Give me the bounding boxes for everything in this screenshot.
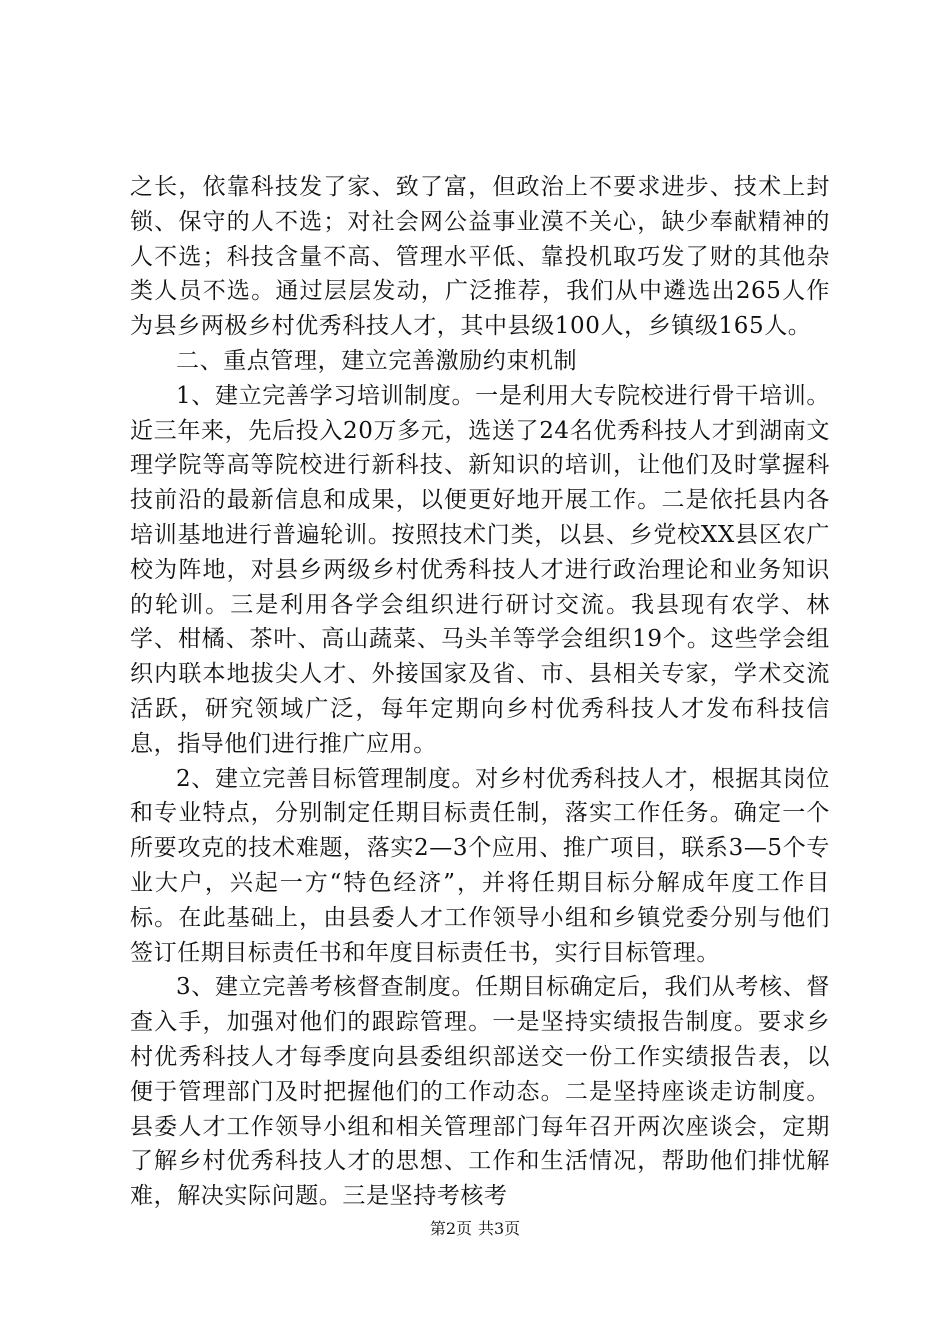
document-body (130, 170, 830, 1214)
page-number: 第2页 (429, 1219, 472, 1238)
section-heading: 二、重点管理，建立完善激励约束机制 (176, 347, 578, 374)
paragraph-assessment: 3、建立完善考核督查制度。任期目标确定后，我们从考核、督查入手，加强对他们的跟踪管理。一是坚持实绩报告制度。要求乡村优秀科技人才每季度向县委组织部送交一份工作实绩报告表，以便于管理部门及时把握他们的工作动态。二是坚持座谈走访制度。县委人才工作领导小组和相关管理部门每年召开两次座谈会，定期了解乡村优秀科技人才的思想、工作和生活情况，帮助他们排忧解难，解决实际问题。三是坚持考核考 (130, 974, 830, 1210)
paragraph-training: 1、建立完善学习培训制度。一是利用大专院校进行骨干培训。近三年来，先后投入20万多元，选送了24名优秀科技人才到湖南文理学院等高等院校进行新科技、新知识的培训，让他们及时掌握科技前沿的最新信息和成果，以便更好地开展工作。二是依托县内各培训基地进行普遍轮训。按照技术门类，以县、乡党校XX县区农广校为阵地，对县乡两级乡村优秀科技人才进行政治理论和业务知识的轮训。三是利用各学会组织进行研讨交流。我县现有农学、林学、柑橘、茶叶、高山蔬菜、马头羊等学会组织19个。这些学会组织内联本地拔尖人才、外接国家及省、市、县相关专家，学术交流活跃，研究领域广泛，每年定期向乡村优秀科技人才发布科技信息，指导他们进行推广应用。 (130, 382, 830, 757)
paragraph-target-management: 2、建立完善目标管理制度。对乡村优秀科技人才，根据其岗位和专业特点，分别制定任期目标责任制，落实工作任务。确定一个所要攻克的技术难题，落实2—3个应用、推广项目，联系3—5个专业大户，兴起一方“特色经济”，并将任期目标分解成年度工作目标。在此基础上，由县委人才工作领导小组和乡镇党委分别与他们签订任期目标责任书和年度目标责任书，实行目标管理。 (130, 765, 830, 966)
page-total: 共3页 (478, 1219, 521, 1238)
paragraph-1: 之长，依靠科技发了家、致了富，但政治上不要求进步、技术上封锁、保守的人不选；对社会网公益事业漠不关心，缺少奉献精神的人不选；科技含量不高、管理水平低、靠投机取巧发了财的其他杂类人员不选。通过层层发动，广泛推荐，我们从中遴选出265人作为县乡两极乡村优秀科技人才，其中县级100人，乡镇级165人。 (130, 174, 830, 340)
page-footer (0, 1216, 950, 1239)
